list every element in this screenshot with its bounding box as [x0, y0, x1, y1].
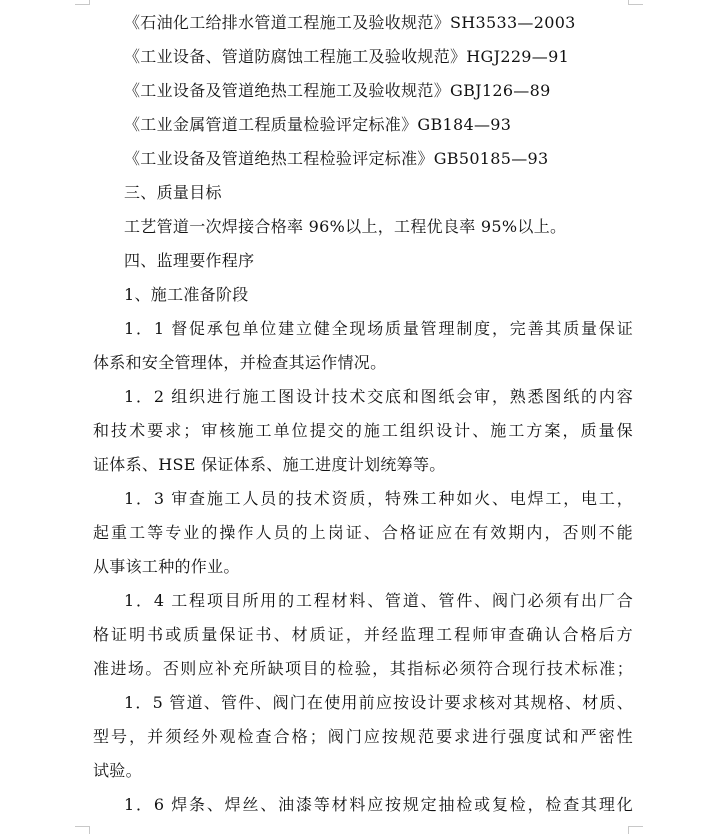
- text-line: 1．1 督促承包单位建立健全现场质量管理制度，完善其质量保证: [124, 319, 633, 338]
- text-line: 《石油化工给排水管道工程施工及验收规范》SH3533—2003: [124, 13, 576, 32]
- text-line: 三、质量目标: [124, 183, 222, 202]
- text-line: 证体系、HSE 保证体系、施工进度计划统筹等。: [93, 455, 446, 474]
- text-line: 试验。: [93, 761, 142, 780]
- document-body: [93, 6, 633, 822]
- text-line: 准进场。否则应补充所缺项目的检验，其指标必须符合现行技术标准；: [93, 659, 633, 678]
- text-line: 型号，并须经外观检查合格；阀门应按规范要求进行强度试和严密性: [93, 727, 633, 746]
- corner-mark-top-right: [628, 0, 643, 5]
- text-line: 1．4 工程项目所用的工程材料、管道、管件、阀门必须有出厂合: [124, 591, 633, 610]
- text-line: 格证明书或质量保证书、材质证，并经监理工程师审查确认合格后方: [93, 625, 633, 644]
- text-line: 工艺管道一次焊接合格率 96%以上，工程优良率 95%以上。: [124, 217, 567, 236]
- text-line: 和技术要求；审核施工单位提交的施工组织设计、施工方案，质量保: [93, 421, 633, 440]
- text-line: 《工业设备、管道防腐蚀工程施工及验收规范》HGJ229—91: [124, 47, 570, 66]
- text-line: 《工业金属管道工程质量检验评定标准》GB184—93: [124, 115, 512, 134]
- text-line: 《工业设备及管道绝热工程施工及验收规范》GBJ126—89: [124, 81, 551, 100]
- text-line: 1．6 焊条、焊丝、油漆等材料应按规定抽检或复检，检查其理化: [124, 795, 633, 814]
- corner-mark-top-left: [75, 0, 90, 5]
- text-line: 从事该工种的作业。: [93, 557, 240, 576]
- text-line: 1．2 组织进行施工图设计技术交底和图纸会审，熟悉图纸的内容: [124, 387, 633, 406]
- text-line: 体系和安全管理体，并检查其运作情况。: [93, 353, 387, 372]
- text-line: 1、施工准备阶段: [124, 285, 249, 304]
- text-line: 1．3 审查施工人员的技术资质，特殊工种如火、电焊工，电工，: [124, 489, 633, 508]
- text-line: 1．5 管道、管件、阀门在使用前应按设计要求核对其规格、材质、: [124, 693, 633, 712]
- text-line: 四、监理要作程序: [124, 251, 255, 270]
- text-line: 起重工等专业的操作人员的上岗证、合格证应在有效期内，否则不能: [93, 523, 633, 542]
- text-line: 《工业设备及管道绝热工程检验评定标准》GB50185—93: [124, 149, 549, 168]
